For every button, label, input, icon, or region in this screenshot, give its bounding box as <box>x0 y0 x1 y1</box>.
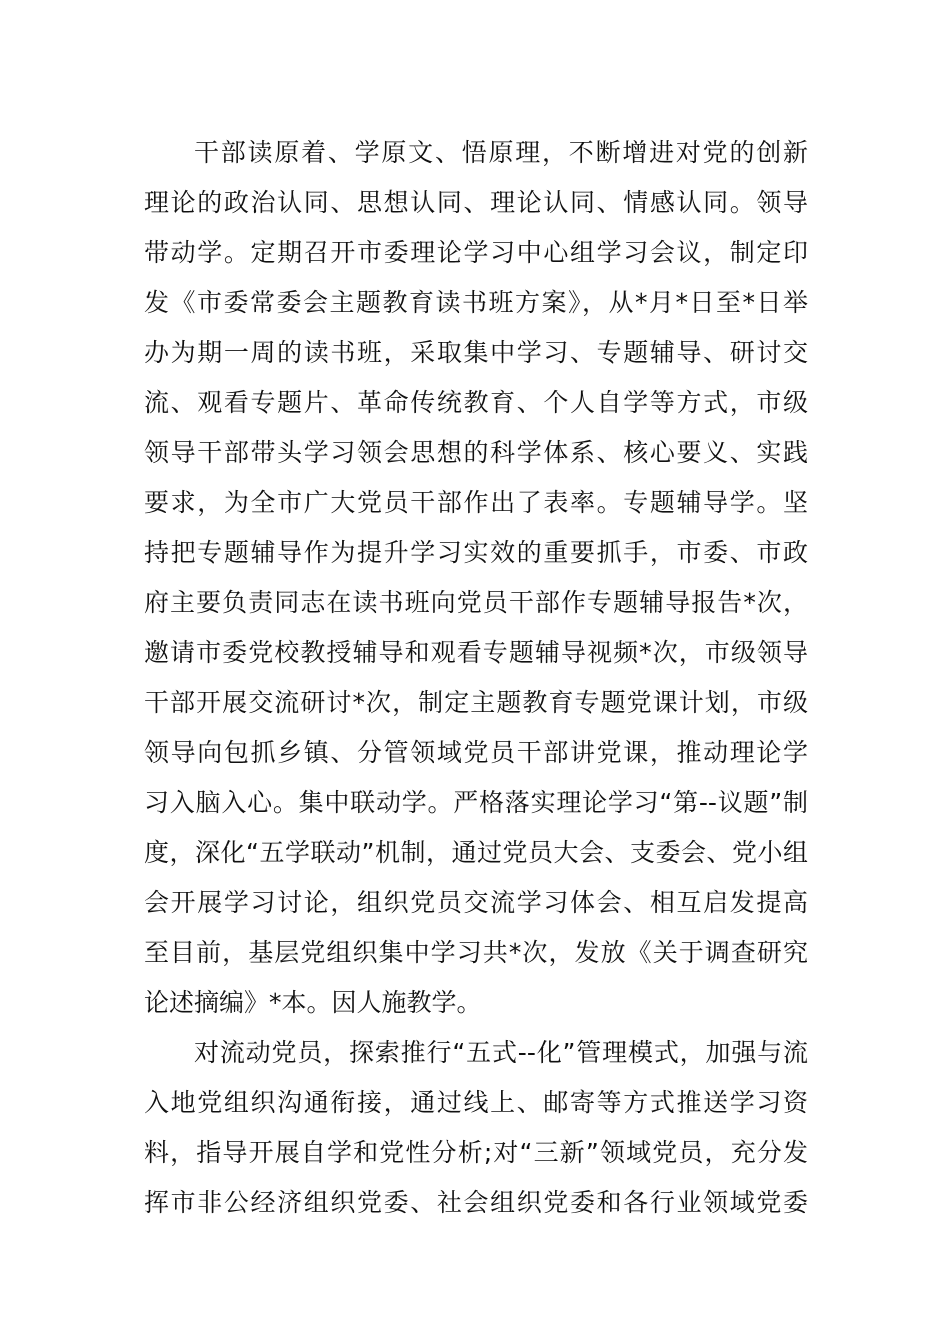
text-line: 发《市委常委会主题教育读书班方案》，从*月*日至*日举 <box>144 288 808 317</box>
text-line: 料，指导开展自学和党性分析;对“三新”领域党员，充分发 <box>144 1138 808 1167</box>
text-line: 干部开展交流研讨*次，制定主题教育专题党课计划，市级 <box>144 688 808 717</box>
text-line: 办为期一周的读书班，采取集中学习、专题辅导、研讨交 <box>144 338 808 367</box>
text-line: 流、观看专题片、革命传统教育、个人自学等方式，市级 <box>144 388 808 417</box>
text-line: 对流动党员，探索推行“五式--化”管理模式，加强与流 <box>194 1038 808 1067</box>
text-line: 要求，为全市广大党员干部作出了表率。专题辅导学。坚 <box>144 488 808 517</box>
text-line: 带动学。定期召开市委理论学习中心组学习会议，制定印 <box>144 238 808 267</box>
text-line: 干部读原着、学原文、悟原理，不断增进对党的创新 <box>194 138 808 167</box>
text-line: 入地党组织沟通衔接，通过线上、邮寄等方式推送学习资 <box>144 1088 808 1117</box>
text-line: 会开展学习讨论，组织党员交流学习体会、相互启发提高 <box>144 888 808 917</box>
paragraph-1 <box>144 128 808 1028</box>
text-line: 领导干部带头学习领会思想的科学体系、核心要义、实践 <box>144 438 808 467</box>
text-line: 论述摘编》*本。因人施教学。 <box>144 988 482 1017</box>
text-line: 挥市非公经济组织党委、社会组织党委和各行业领域党委 <box>144 1188 808 1217</box>
text-line: 理论的政治认同、思想认同、理论认同、情感认同。领导 <box>144 188 808 217</box>
body-text <box>144 128 808 1228</box>
text-line: 府主要负责同志在读书班向党员干部作专题辅导报告*次， <box>144 588 808 617</box>
text-line: 度，深化“五学联动”机制，通过党员大会、支委会、党小组 <box>144 838 808 867</box>
text-line: 至目前，基层党组织集中学习共*次，发放《关于调查研究 <box>144 938 808 967</box>
text-line: 习入脑入心。集中联动学。严格落实理论学习“第--议题”制 <box>144 788 808 817</box>
text-line: 邀请市委党校教授辅导和观看专题辅导视频*次，市级领导 <box>144 638 808 667</box>
text-line: 持把专题辅导作为提升学习实效的重要抓手，市委、市政 <box>144 538 808 567</box>
text-line: 领导向包抓乡镇、分管领域党员干部讲党课，推动理论学 <box>144 738 808 767</box>
paragraph-2 <box>144 1028 808 1228</box>
